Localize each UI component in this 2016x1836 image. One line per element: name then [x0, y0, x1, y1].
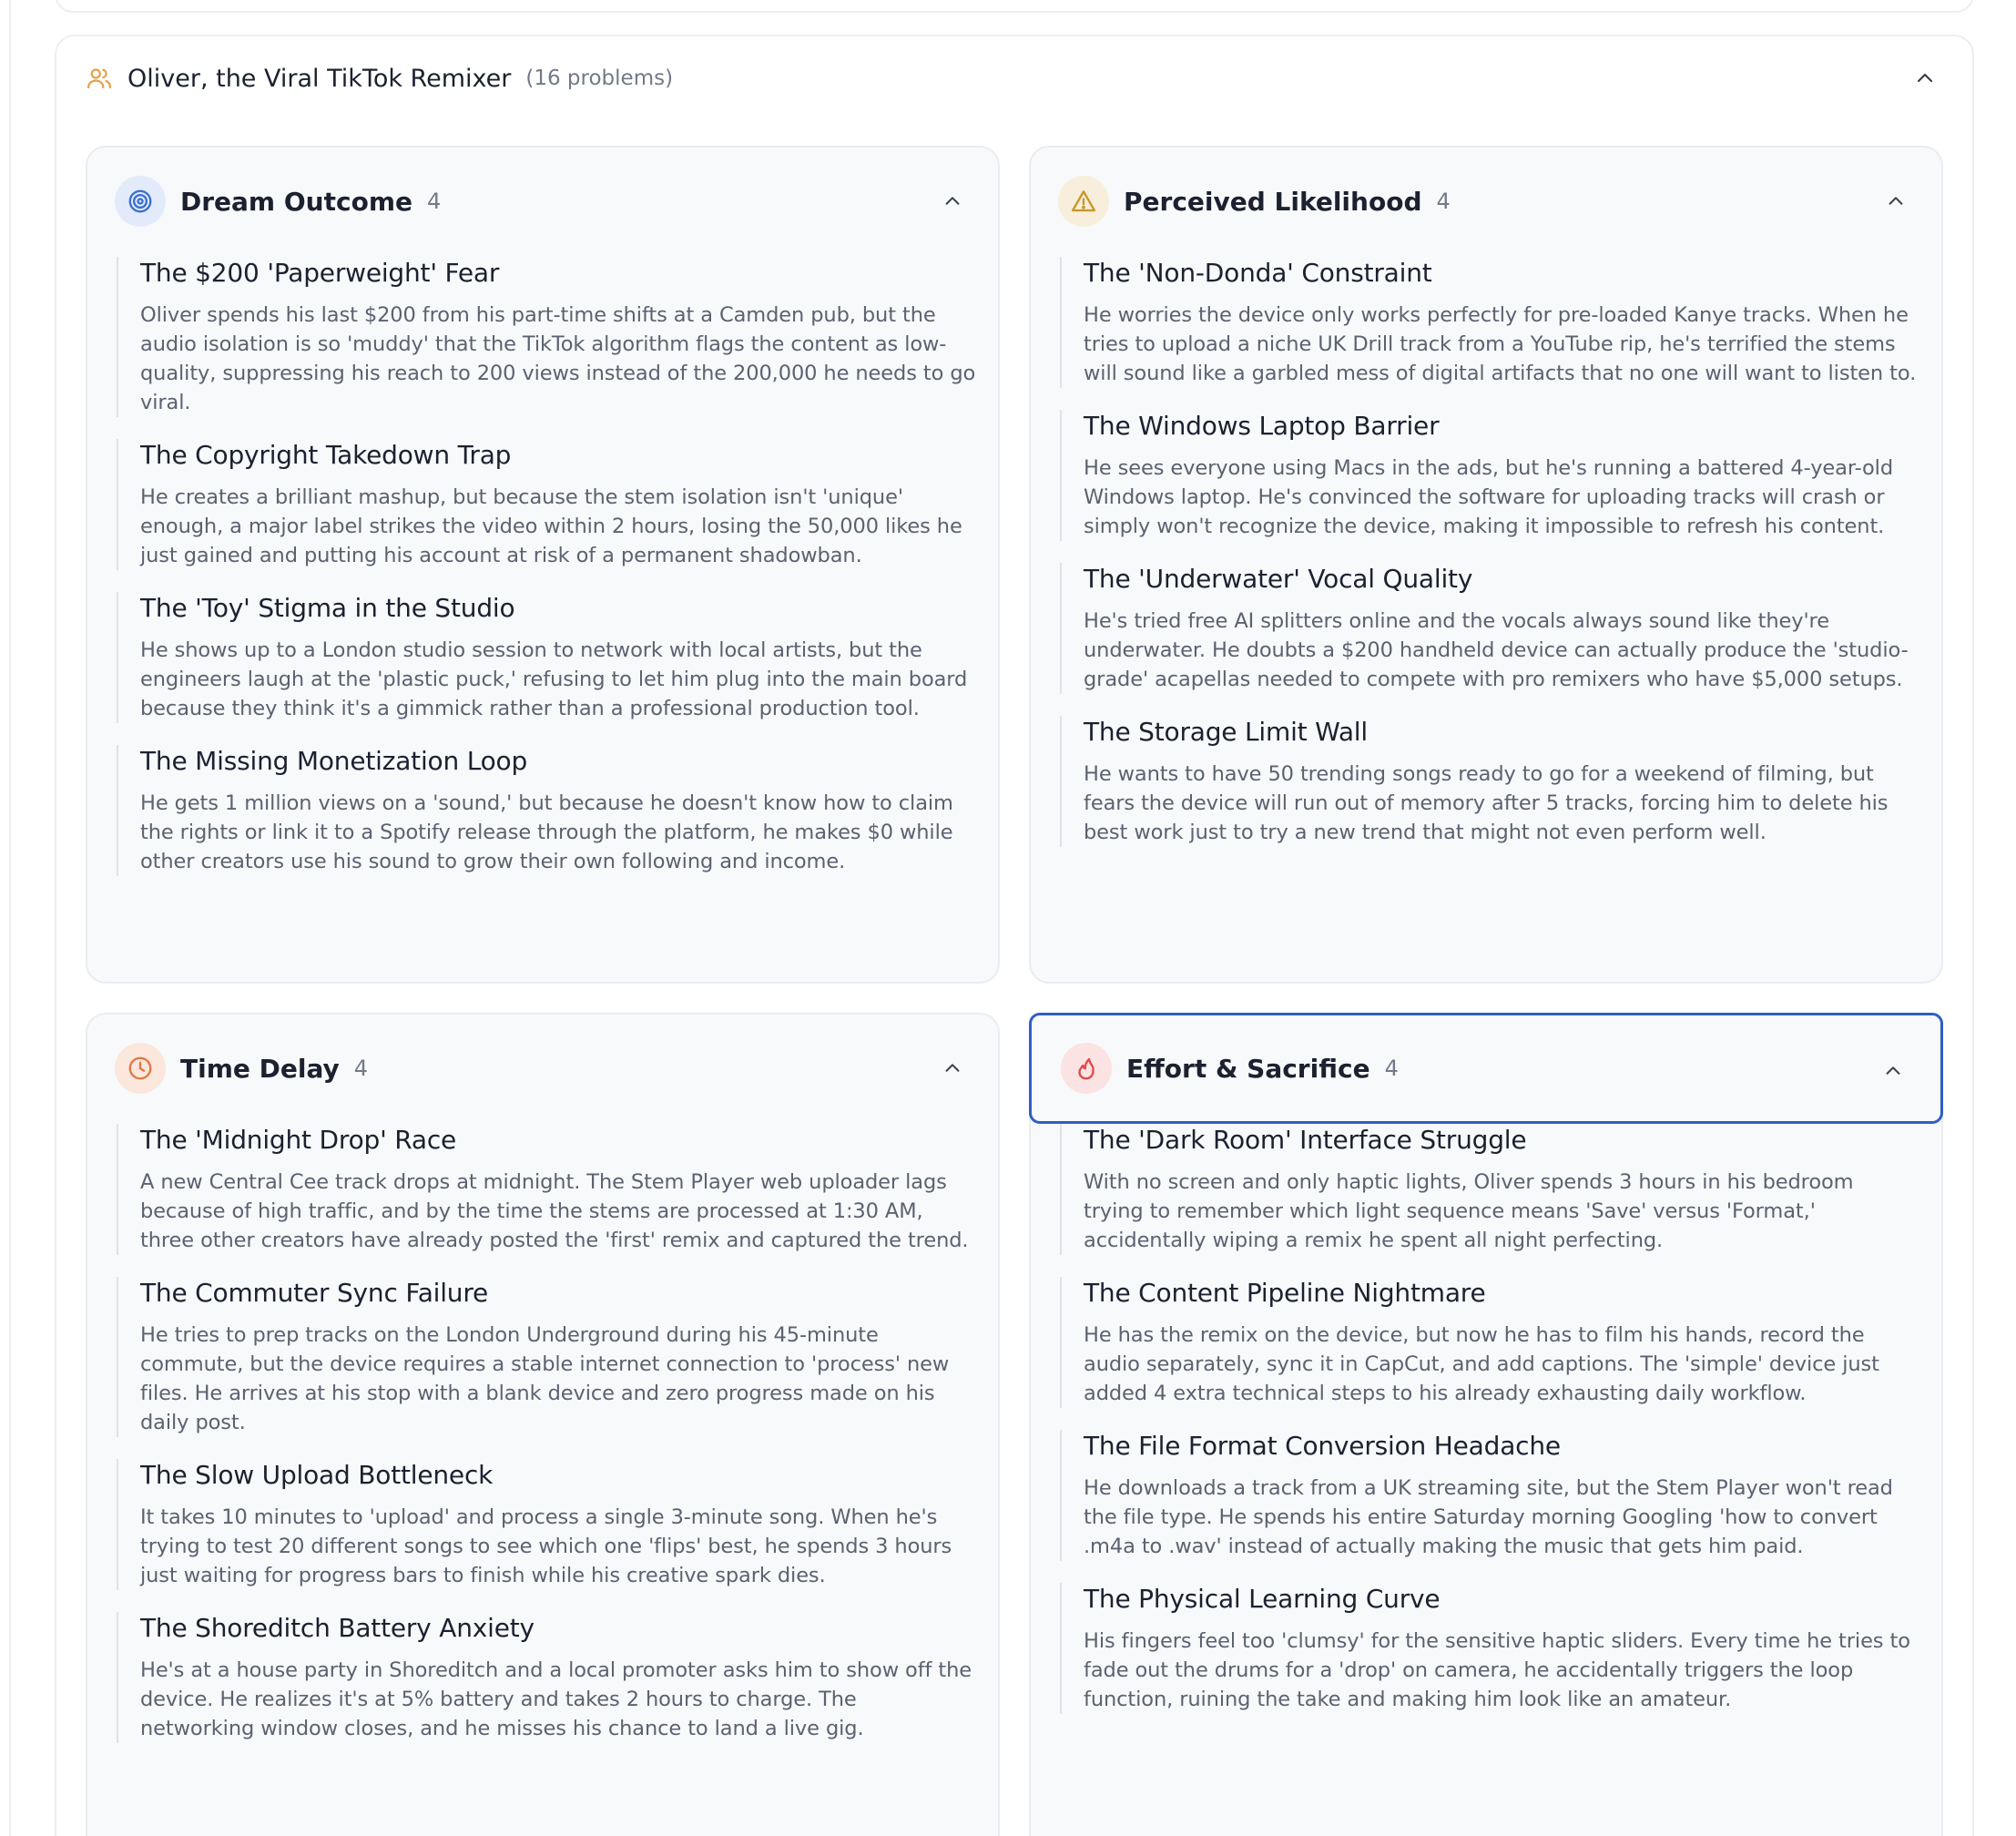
problem-description: A new Central Cee track drops at midnight. The Stem Player web uploader lags because of high traffic, and by the time the stems are processed at 1:30 AM, three other creators have already posted the 'first' remix and captured the trend.	[140, 1170, 969, 1252]
problem-item	[1060, 563, 1919, 694]
problem-item	[1060, 1277, 1919, 1408]
category-title: Dream Outcome	[180, 186, 412, 217]
category-count: 4	[1436, 189, 1451, 214]
problem-title: The Missing Monetization Loop	[140, 746, 528, 776]
problem-item	[117, 439, 976, 570]
problem-item	[117, 1277, 976, 1437]
category-header-dream-outcome[interactable]	[86, 146, 1000, 257]
problem-title: The 'Midnight Drop' Race	[140, 1125, 457, 1155]
flame-icon	[1061, 1043, 1112, 1094]
problem-list	[117, 257, 976, 898]
problem-description: He wants to have 50 trending songs ready to go for a weekend of filming, but fears the device will run out of memory after 5 tracks, forcing him to delete his best work just to try a new trend that might not even perform well.	[1084, 762, 1889, 844]
problem-item	[1060, 1124, 1919, 1255]
problem-item	[117, 745, 976, 876]
problem-description: He sees everyone using Macs in the ads, but he's running a battered 4-year-old Windows laptop. He's convinced the software for uploading tracks will crash or simply won't recognize the device, making it impossible to refresh his content.	[1084, 456, 1894, 538]
problem-description: He shows up to a London studio session to network with local artists, but the engineers laugh at the 'plastic puck,' refusing to let him plug into the main board because they think it's a gimmick rather than a professional production tool.	[140, 638, 968, 720]
problem-description: Oliver spends his last $200 from his part-time shifts at a Camden pub, but the audio isolation is so 'muddy' that the TikTok algorithm flags the content as low-quality, suppressing his reach to 200 views instead of the 200,000 he needs to go viral.	[140, 303, 976, 414]
chevron-up-icon[interactable]	[1879, 1056, 1908, 1086]
problem-item	[117, 257, 976, 417]
problem-title: The Windows Laptop Barrier	[1084, 411, 1440, 441]
problem-description: He tries to prep tracks on the London Underground during his 45-minute commute, but the device requires a stable internet connection to 'process' new files. He arrives at his stop with a blank device and zero progress made on his daily post.	[140, 1323, 950, 1434]
persona-section	[55, 35, 1974, 1836]
category-title: Time Delay	[180, 1053, 340, 1084]
category-count: 4	[1384, 1056, 1399, 1081]
problem-description: He's tried free AI splitters online and the vocals always sound like they're underwater. He doubts a $200 handheld device can actually produce the 'studio-grade' acapellas needed to compete with pro remixers who have $5,000 setups.	[1084, 609, 1909, 691]
previous-persona-card	[55, 0, 1974, 13]
problem-item	[1060, 1430, 1919, 1561]
warning-icon	[1058, 176, 1109, 227]
problem-item	[1060, 410, 1919, 541]
problem-list	[1060, 257, 1919, 869]
problem-title: The 'Non-Donda' Constraint	[1084, 258, 1432, 288]
problem-description: He has the remix on the device, but now he has to film his hands, record the audio separately, sync it in CapCut, and add captions. The 'simple' device just added 4 extra technical steps to his already exhausting daily workflow.	[1084, 1323, 1879, 1405]
problem-description: With no screen and only haptic lights, Oliver spends 3 hours in his bedroom trying to remember which light sequence means 'Save' versus 'Format,' accidentally wiping a remix he spent all night perfecting.	[1084, 1170, 1854, 1252]
category-header-perceived-likelihood[interactable]	[1029, 146, 1943, 257]
problem-description: He worries the device only works perfectly for pre-loaded Kanye tracks. When he tries to upload a niche UK Drill track from a YouTube rip, he's terrified the stems will sound like a garbled mess of digital artifacts that no one will want to listen to.	[1084, 303, 1917, 385]
chevron-up-icon[interactable]	[1910, 64, 1940, 93]
problem-item	[1060, 716, 1919, 847]
target-icon	[115, 176, 166, 227]
category-count: 4	[353, 1056, 369, 1081]
chevron-up-icon[interactable]	[938, 187, 967, 216]
problem-title: The 'Toy' Stigma in the Studio	[140, 593, 515, 623]
problem-title: The Slow Upload Bottleneck	[140, 1460, 494, 1490]
problem-description: He downloads a track from a UK streaming site, but the Stem Player won't read the file type. He spends his entire Saturday morning Googling 'how to convert .m4a to .wav' instead of actually making the music that gets him paid.	[1084, 1476, 1893, 1558]
problem-list	[1060, 1124, 1919, 1736]
category-card-effort-sacrifice	[1029, 1013, 1943, 1836]
category-title: Effort & Sacrifice	[1126, 1053, 1370, 1084]
problem-title: The Physical Learning Curve	[1084, 1584, 1441, 1614]
problem-item	[117, 1459, 976, 1590]
persona-header[interactable]	[56, 36, 1972, 120]
problem-title: The 'Dark Room' Interface Struggle	[1084, 1125, 1527, 1155]
problem-title: The Copyright Takedown Trap	[140, 440, 512, 470]
problem-item	[117, 592, 976, 723]
persona-problem-count: (16 problems)	[525, 66, 674, 90]
problem-description: It takes 10 minutes to 'upload' and process a single 3-minute song. When he's trying to test 20 different songs to see which one 'flips' best, he spends 3 hours just waiting for progress bars to finish while his creative spark dies.	[140, 1505, 952, 1587]
category-header-time-delay[interactable]	[86, 1013, 1000, 1124]
users-icon	[86, 64, 115, 93]
problem-description: He creates a brilliant mashup, but because the stem isolation isn't 'unique' enough, a major label strikes the video within 2 hours, losing the 50,000 likes he just gained and putting his account at risk of a permanent shadowban.	[140, 485, 962, 567]
page-left-rule	[9, 0, 11, 1836]
problem-title: The File Format Conversion Headache	[1084, 1431, 1561, 1461]
category-title: Perceived Likelihood	[1124, 186, 1422, 217]
problem-list	[117, 1124, 976, 1765]
problem-item	[117, 1612, 976, 1743]
category-card-time-delay	[86, 1013, 1000, 1836]
clock-icon	[115, 1043, 166, 1094]
problem-description: His fingers feel too 'clumsy' for the sensitive haptic sliders. Every time he tries to fade out the drums for a 'drop' on camera, he accidentally triggers the loop function, ruining the take and making him look like an amateur.	[1084, 1629, 1910, 1711]
problem-title: The Storage Limit Wall	[1084, 717, 1368, 747]
category-header-effort-sacrifice[interactable]	[1029, 1013, 1943, 1124]
problem-title: The Shoreditch Battery Anxiety	[140, 1613, 535, 1643]
problem-title: The Content Pipeline Nightmare	[1084, 1278, 1486, 1308]
persona-title: Oliver, the Viral TikTok Remixer	[127, 64, 512, 93]
problem-item	[1060, 1583, 1919, 1714]
problem-title: The Commuter Sync Failure	[140, 1278, 489, 1308]
problem-title: The $200 'Paperweight' Fear	[140, 258, 500, 288]
problem-description: He gets 1 million views on a 'sound,' but because he doesn't know how to claim the rights or link it to a Spotify release through the platform, he makes $0 while other creators use his sound to grow their own following and income.	[140, 791, 953, 873]
problem-item	[117, 1124, 976, 1255]
chevron-up-icon[interactable]	[938, 1054, 967, 1083]
category-card-dream-outcome	[86, 146, 1000, 984]
chevron-up-icon[interactable]	[1881, 187, 1910, 216]
problem-item	[1060, 257, 1919, 388]
category-card-perceived-likelihood	[1029, 146, 1943, 984]
problem-title: The 'Underwater' Vocal Quality	[1084, 564, 1473, 594]
problem-description: He's at a house party in Shoreditch and a local promoter asks him to show off the device. He realizes it's at 5% battery and takes 2 hours to charge. The networking window closes, and he misses his chance to land a live gig.	[140, 1658, 972, 1740]
category-count: 4	[426, 189, 442, 214]
